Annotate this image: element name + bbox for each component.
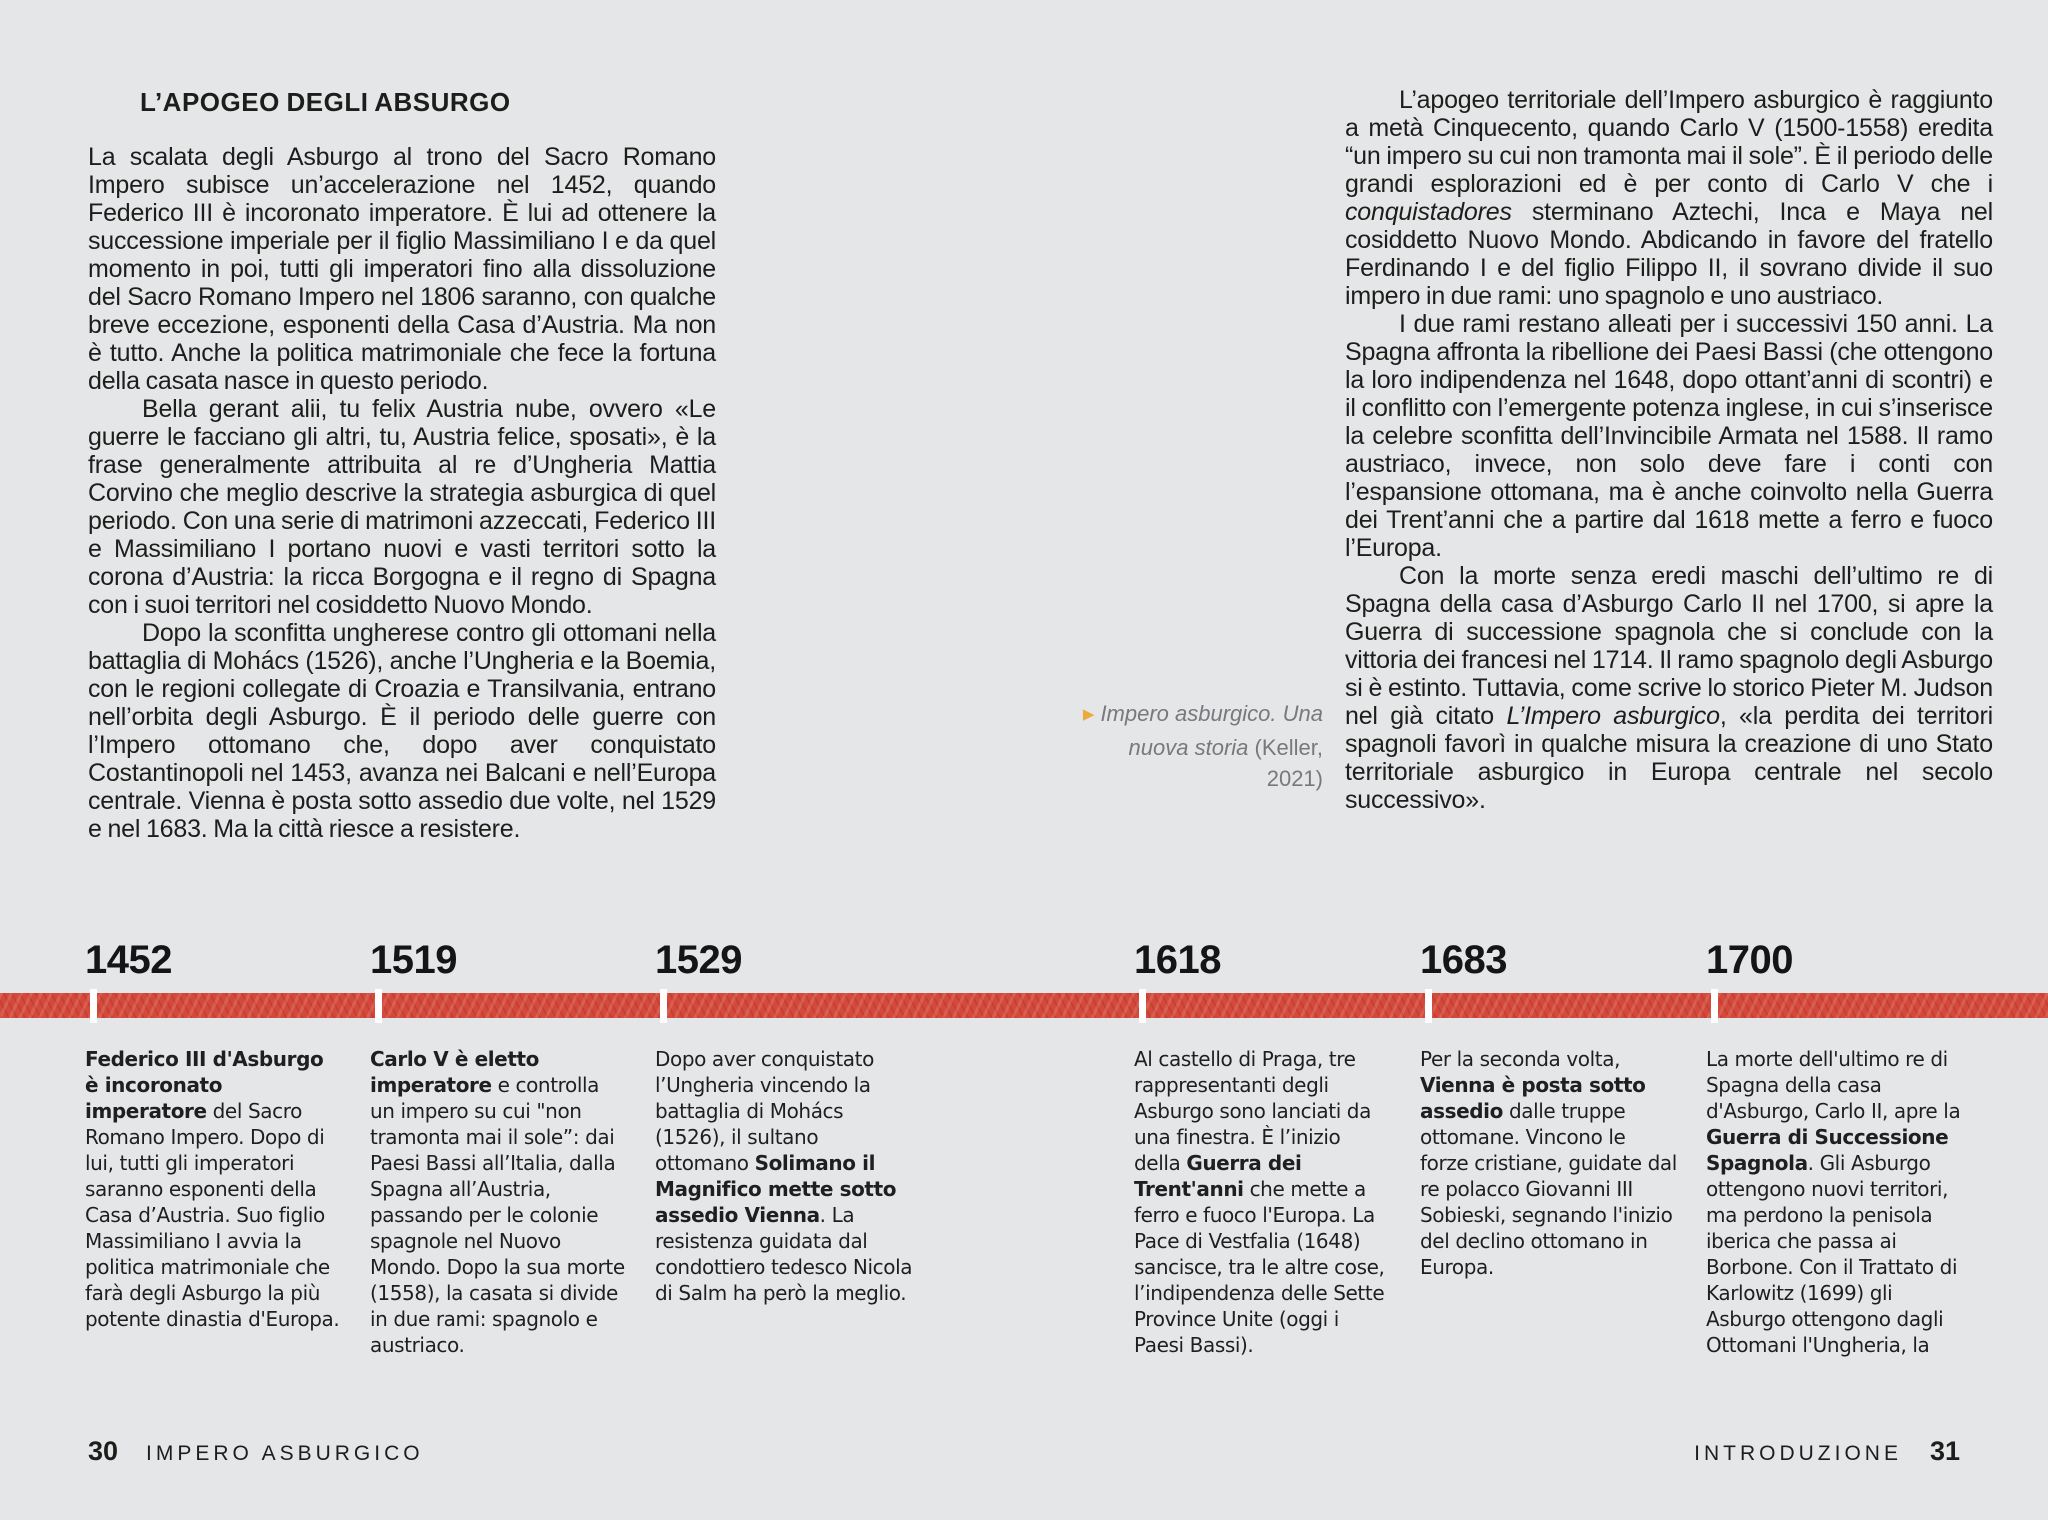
- body-paragraph: Con la morte senza eredi maschi dell’ultimo re di Spagna della casa d’Asburgo Carlo II nel 1700, si apre la Guerra di successione spagnola che si conclude con la vittoria dei francesi nel 1714. Il ramo spagnolo degli Asburgo si è estinto. Tuttavia, come scrive lo storico Pieter M. Judson nel già citato L’Impero asburgico, «la perdita dei territori spagnoli favorì in qualche misura la creazione di uno Stato territoriale asburgico in Europa centrale nel secolo successivo».: [1345, 562, 1993, 814]
- left-column: [88, 88, 716, 843]
- timeline-year: 1519: [370, 938, 457, 982]
- caption-arrow-icon: ▶: [1082, 706, 1095, 723]
- timeline-event-text: Al castello di Praga, tre rappresentanti degli Asburgo sono lanciati da una finestra. È l’inizio della Guerra dei Trent'anni che mette a ferro e fuoco l'Europa. La Pace di Vestfalia (1648) sancisce, tra le altre cose, l’indipendenza delle Sette Province Unite (oggi i Paesi Bassi).: [1134, 1047, 1385, 1357]
- timeline-year: 1700: [1706, 938, 1793, 982]
- timeline-year: 1683: [1420, 938, 1507, 982]
- chapter-label-right: INTRODUZIONE: [1694, 1442, 1902, 1465]
- body-paragraph: La scalata degli Asburgo al trono del Sacro Romano Impero subisce un’accelerazione nel 1452, quando Federico III è incoronato imperatore. È lui ad ottenere la successione imperiale per il figlio Massimiliano I e da quel momento in poi, tutti gli imperatori fino alla dissoluzione del Sacro Romano Impero nel 1806 saranno, con qualche breve eccezione, esponenti della Casa d’Austria. Ma non è tutto. Anche la politica matrimoniale che fece la fortuna della casata nasce in questo periodo.: [88, 143, 716, 395]
- chapter-label-left: IMPERO ASBURGICO: [146, 1442, 424, 1465]
- timeline-tick: [1711, 989, 1718, 1023]
- right-column: [1345, 86, 1993, 814]
- body-paragraph: Dopo la sconfitta ungherese contro gli ottomani nella battaglia di Mohács (1526), anche l’Ungheria e la Boemia, con le regioni collegate di Croazia e Transilvania, entrano nell’orbita degli Asburgo. È il periodo delle guerre con l’Impero ottomano che, dopo aver conquistato Costantinopoli nel 1453, avanza nei Balcani e nell’Europa centrale. Vienna è posta sotto assedio due volte, nel 1529 e nel 1683. Ma la città riesce a resistere.: [88, 619, 716, 843]
- timeline-tick: [375, 989, 382, 1023]
- photo-caption: [1075, 698, 1323, 794]
- timeline-tick: [90, 989, 97, 1023]
- timeline-event-text: Per la seconda volta, Vienna è posta sotto assedio dalle truppe ottomane. Vincono le forze cristiane, guidate dal re polacco Giovanni III Sobieski, segnando l'inizio del declino ottomano in Europa.: [1420, 1047, 1677, 1279]
- timeline-event-text: Federico III d'Asburgo è incoronato imperatore del Sacro Romano Impero. Dopo di lui, tutti gli imperatori saranno esponenti della Casa d’Austria. Suo figlio Massimiliano I avvia la politica matrimoniale che farà degli Asburgo la più potente dinastia d'Europa.: [85, 1047, 340, 1331]
- body-paragraph: Bella gerant alii, tu felix Austria nube, ovvero «Le guerre le facciano gli altri, tu, Austria felice, sposati», è la frase generalmente attribuita al re d’Ungheria Mattia Corvino che meglio descrive la strategia asburgica di quel periodo. Con una serie di matrimoni azzeccati, Federico III e Massimiliano I portano nuovi e vasti territori sotto la corona d’Austria: la ricca Borgogna e il regno di Spagna con i suoi territori nel cosiddetto Nuovo Mondo.: [88, 395, 716, 619]
- timeline-tick: [1139, 989, 1146, 1023]
- timeline-bar: [0, 993, 2048, 1018]
- timeline-tick: [1425, 989, 1432, 1023]
- body-paragraph: I due rami restano alleati per i successivi 150 anni. La Spagna affronta la ribellione dei Paesi Bassi (che ottengono la loro indipendenza nel 1648, dopo ottant’anni di scontri) e il conflitto con l’emergente potenza inglese, in cui s’inserisce la celebre sconfitta dell’Invincibile Armata nel 1588. Il ramo austriaco, invece, non solo deve fare i conti con l’espansione ottomana, ma è anche coinvolto nella Guerra dei Trent’anni che a partire dal 1618 mette a ferro e fuoco l’Europa.: [1345, 310, 1993, 562]
- article-title: L’APOGEO DEGLI ABSURGO: [140, 87, 511, 117]
- timeline-year: 1618: [1134, 938, 1221, 982]
- timeline-year: 1529: [655, 938, 742, 982]
- footer-left: [88, 1436, 424, 1467]
- page-number-left: 30: [88, 1436, 119, 1466]
- timeline-event-text: Carlo V è eletto imperatore e controlla un impero su cui "non tramonta mai il sole”: dai Paesi Bassi all’Italia, dalla Spagna all’Austria, passando per le colonie spagnole nel Nuovo Mondo. Dopo la sua morte (1558), la casata si divide in due rami: spagnolo e austriaco.: [370, 1047, 625, 1357]
- page-number-right: 31: [1929, 1436, 1960, 1466]
- timeline-tick: [660, 989, 667, 1023]
- timeline-event-text: Dopo aver conquistato l’Ungheria vincendo la battaglia di Mohács (1526), il sultano ottomano Solimano il Magnifico mette sotto assedio Vienna. La resistenza guidata dal condottiero tedesco Nicola di Salm ha però la meglio.: [655, 1047, 913, 1305]
- caption-credit: (Keller, 2021): [1248, 735, 1323, 791]
- footer-right: [1694, 1436, 1960, 1467]
- timeline-year: 1452: [85, 938, 172, 982]
- timeline-event-text: La morte dell'ultimo re di Spagna della casa d'Asburgo, Carlo II, apre la Guerra di Successione Spagnola. Gli Asburgo ottengono nuovi territori, ma perdono la penisola iberica che passa ai Borbone. Con il Trattato di Karlowitz (1699) gli Asburgo ottengono dagli Ottomani l'Ungheria, la: [1706, 1047, 1961, 1357]
- body-paragraph: L’apogeo territoriale dell’Impero asburgico è raggiunto a metà Cinquecento, quando Carlo V (1500-1558) eredita “un impero su cui non tramonta mai il sole”. È il periodo delle grandi esplorazioni ed è per conto di Carlo V che i conquistadores sterminano Aztechi, Inca e Maya nel cosiddetto Nuovo Mondo. Abdicando in favore del fratello Ferdinando I e del figlio Filippo II, il sovrano divide il suo impero in due rami: uno spagnolo e uno austriaco.: [1345, 86, 1993, 310]
- caption-book-title: Impero asburgico. Una nuova storia: [1100, 701, 1323, 760]
